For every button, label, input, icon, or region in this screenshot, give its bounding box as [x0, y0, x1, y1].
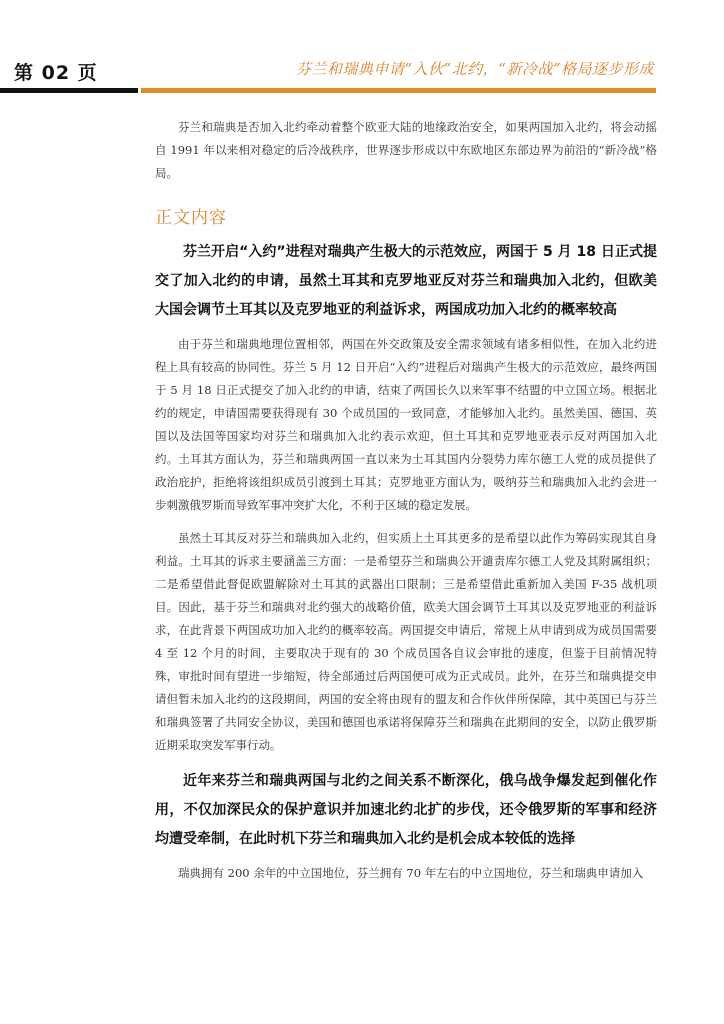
- subheading-2: 近年来芬兰和瑞典两国与北约之间关系不断深化，俄乌战争爆发起到催化作用，不仅加深民众的保护意识并加速北约北扩的步伐，还令俄罗斯的军事和经济均遭受牵制，在此时机下芬兰和瑞典加入北约是机会成本较低的选择: [155, 773, 657, 847]
- header-rule-accent: [141, 88, 656, 93]
- body-paragraph-1: 由于芬兰和瑞典地理位置相邻，两国在外交政策及安全需求领域有诸多相似性，在加入北约进程上具有较高的协同性。芬兰 5 月 12 日开启“入约”进程后对瑞典产生极大的示范效应，最终两国于 5 月 18 日正式提交了加入北约的申请，结束了两国长久以来军事不结盟的中立国立场。根据北约的规定，申请国需要获得现有 30 个成员国的一致同意，才能够加入北约。虽然美国、德国、英国以及法国等国家均对芬兰和瑞典加入北约表示欢迎，但土耳其和克罗地亚表示反对两国加入北约。土耳其方面认为，芬兰和瑞典两国一直以来为土耳其国内分裂势力库尔德工人党的成员提供了政治庇护，拒绝将该组织成员引渡到土耳其；克罗地亚方面认为，吸纳芬兰和瑞典加入北约会进一步刺激俄罗斯而导致军事冲突扩大化，不利于区域的稳定发展。: [155, 337, 657, 512]
- page-number: 第 02 页: [14, 62, 98, 84]
- section-heading: 正文内容: [155, 208, 227, 228]
- document-body: [155, 116, 657, 895]
- body-paragraph-3: 瑞典拥有 200 余年的中立国地位，芬兰拥有 70 年左右的中立国地位，芬兰和瑞典申请加入: [178, 866, 644, 880]
- page-header: [0, 0, 724, 100]
- header-rule-dark: [0, 88, 138, 93]
- header-title: 芬兰和瑞典申请“入伙”北约，“新冷战”格局逐步形成: [295, 60, 654, 78]
- subheading-1: 芬兰开启“入约”进程对瑞典产生极大的示范效应，两国于 5 月 18 日正式提交了加入北约的申请，虽然土耳其和克罗地亚反对芬兰和瑞典加入北约，但欧美大国会调节土耳其以及克罗地亚的利益诉求，两国成功加入北约的概率较高: [155, 244, 657, 318]
- intro-paragraph: 芬兰和瑞典是否加入北约牵动着整个欧亚大陆的地缘政治安全，如果两国加入北约，将会动摇自 1991 年以来相对稳定的后冷战秩序，世界逐步形成以中东欧地区东部边界为前沿的“新冷战”格局。: [155, 120, 657, 180]
- body-paragraph-2: 虽然土耳其反对芬兰和瑞典加入北约，但实质上土耳其更多的是希望以此作为筹码实现其自身利益。土耳其的诉求主要涵盖三方面：一是希望芬兰和瑞典公开谴责库尔德工人党及其附属组织；二是希望借此督促欧盟解除对土耳其的武器出口限制；三是希望借此重新加入美国 F-35 战机项目。因此，基于芬兰和瑞典对北约强大的战略价值，欧美大国会调节土耳其以及克罗地亚的利益诉求，在此背景下两国成功加入北约的概率较高。两国提交申请后，常规上从申请到成为成员国需要 4 至 12 个月的时间，主要取决于现有的 30 个成员国各自议会审批的速度，但鉴于目前情况特殊，审批时间有望进一步缩短，待全部通过后两国便可成为正式成员。此外，在芬兰和瑞典提交申请但暂未加入北约的这段期间，两国的安全将由现有的盟友和合作伙伴所保障，其中英国已与芬兰和瑞典签署了共同安全协议，美国和德国也承诺将保障芬兰和瑞典在此期间的安全，以防止俄罗斯近期采取突发军事行动。: [155, 531, 657, 752]
